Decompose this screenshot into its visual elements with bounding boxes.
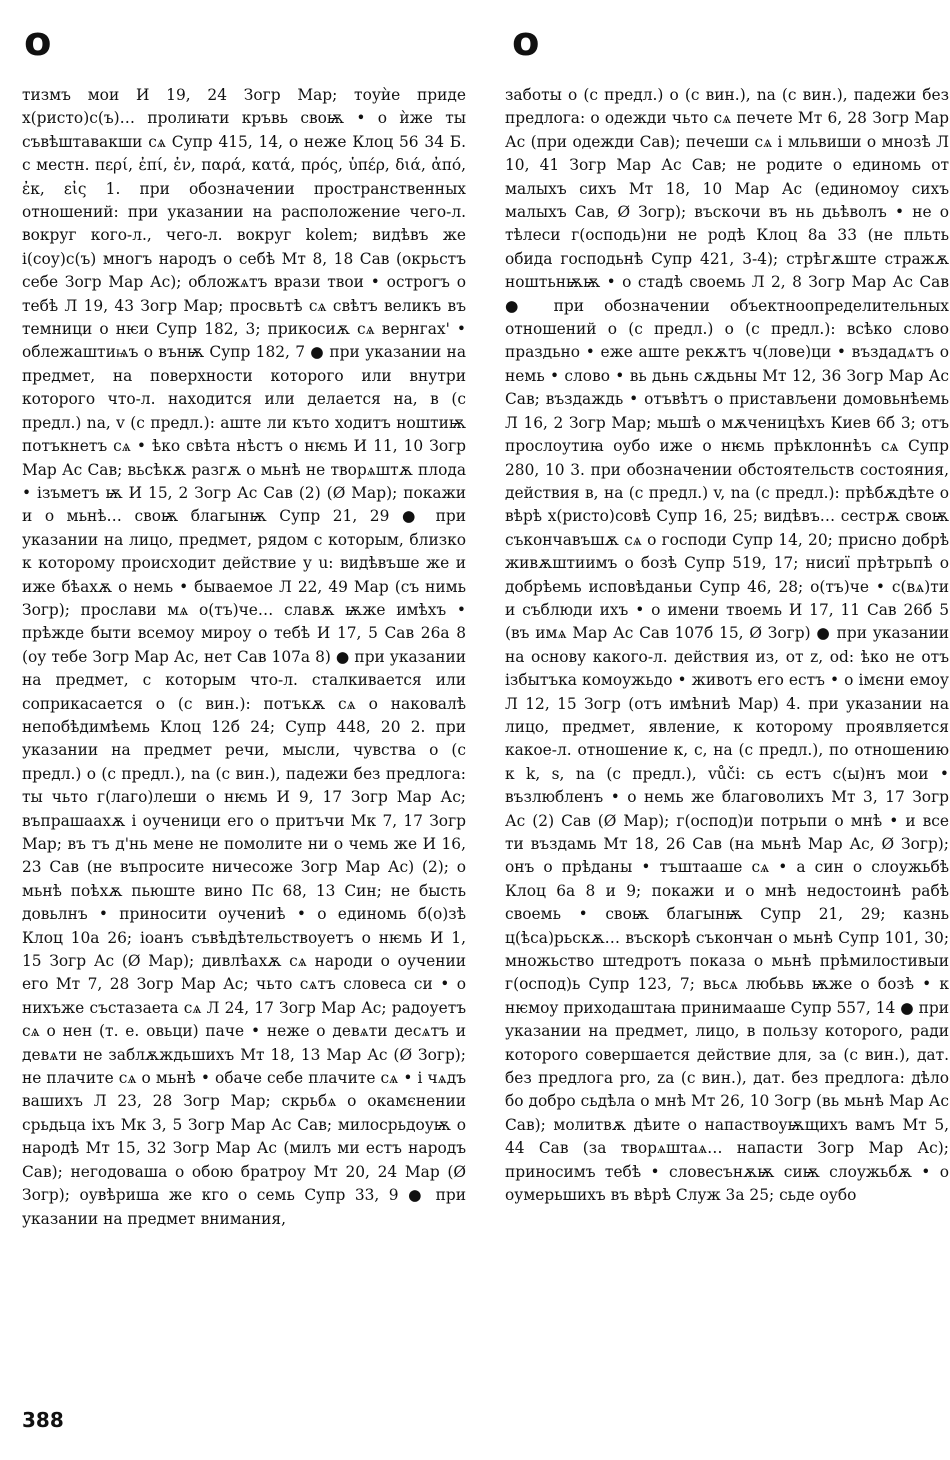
column-text-right: заботы о (с предл.) о (с вин.), na (с вин.), падежи без предлога: о одежди чьто сѧ печете Мт 6, 28 Зогр Мар Ас (при одежди Сав); печеши сѧ і мльвиши о мнозѣ Л 10, 41 Зогр Мар Ас Сав; не родите о единомь от малыхъ сихъ Мт 18, 10 Мар Ас (единомоу сихъ малыхъ Сав, Ø Зогр); въскочи въ нь дьѣволъ • не о тѣлеси г(осподь)ни не родѣ Клоц 8а 33 (не пльть обида господьнѣ Супр 421, 3-4); стрѣгѫште стражѫ ноштьнѭѭ • о стадѣ своемь Л 2, 8 Зогр Мар Ас Сав ● при обозначении объектноопределительных отношений о (с предл.) о (с предл.): всѣко слово праздьно • еже аште рекѫтъ ч(лове)ци • въздадѧтъ о немь • слово • вь дьнь сѫдьны Мт 12, 36 Зогр Мар Ас Сав; въздаждь • отъвѣтъ о пристављени домовьнѣемь Л 16, 2 Зогр Мар; мьшѣ о мѫченицѣхъ Киев 6б 3; отъ прослоутиꙗ оубо иже о нѥмь прѣклоннѣъ сѧ Супр 280, 10 3. при обозначении обстоятельств состояния, действия в, на (с предл.) v, na (с предл.): прѣбѫдѣте о вѣрѣ х(ристо)совѣ Супр 16, 25; видѣвъ… сестрѫ своѭ съкончавъшѫ сѧ о господи Супр 14, 20; присно добрѣ живѫштиимъ о бозѣ Супр 519, 17; нисиї прѣтрьпѣ о добрѣемь исповѣданьи Супр 46, 28; о(тъ)че • с(вѧ)ти и съблюди ихъ • о имени твоемь И 17, 11 Сав 26б 5 (въ имѧ Мар Ас Сав 107б 15, Ø Зогр) ● при указании на основу какого-л. действия из, от z, od: ѣко не отъ ізбытъка комоужьдо • животъ его естъ • о імєни емоу Л 12, 15 Зогр (отъ имѣниѣ Мар) 4. при указании на лицо, предмет, явление, к которому проявляется какое-л. отношение к, с, на (с предл.), по отношению к k, s, na (с предл.), vůči: сь естъ с(ы)нъ мои • възлюбленъ • о немь же благоволихъ Мт 3, 17 Зогр Ас (2) Сав (Ø Мар); г(оспод)и потрьпи о мнѣ • и все ти въздамь Мт 18, 26 Сав (на мьнѣ Мар Ас, Ø Зогр); онъ о прѣданы • тъштааше сѧ • а син о слоужьбѣ Клоц 6а 8 и 9; покажи и о мнѣ недостоинѣ рабѣ своемь • своѭ благынѭ Супр 21, 29; казнь ц(ѣса)рьскѫ… въскорѣ съкончан о мьнѣ Супр 101, 30; множьство штедротъ показа о мьнѣ прѣмилостивыи г(оспод)ь Супр 123, 7; вьсѧ любьвь ѭже о бозѣ • к нѥмоу приходаштаꙗ принимааше Супр 557, 14 ● при указании на предмет, лицо, в пользу которого, ради которого совершается действие для, за (с вин.), дат. без предлога pro, za (с вин.), дат. без предлога: дѣло бо добро сьдѣла о мнѣ Мт 26, 10 Зогр (вь мьнѣ Мар Ас Сав); молитвѫ дѣите о напаствоуѭщихъ вамъ Мт 5, 44 Сав (за творѧштаѧ… напасти Зогр Мар Ас); приносимъ тебѣ • словесънѫѭ сиѭ слоужьбѫ • о оумерьшихъ въ вѣрѣ Служ 3а 25; сьде оубо (505, 86, 949, 1205)
column-text-left: тизмъ мои И 19, 24 Зогр Мар; тоуѝе приде х(ристо)с(ъ)… пролиꙗти кръвь своѭ • о ѝже ты съвѣштавакши сѧ Супр 415, 14, о неже Клоц 56 34 Б. с местн. περί, ἐπί, ἐν, παρά, κατά, πρός, ὑπέρ, διά, ἀπό, ἐκ, εἰς 1. при обозначении пространственных отношений: при указании на расположение чего-л. вокруг кого-л., чего-л. вокруг kolem; видѣвъ же і(соу)с(ъ) многъ народъ о себѣ Мт 8, 18 Сав (окрьстъ себе Зогр Мар Ас); обложѧтъ врази твои • острогъ о тебѣ Л 19, 43 Зогр Мар; просвьтѣ сѧ свѣтъ великъ въ темници о нѥи Супр 182, 3; прикосиѫ сѧ вернгах' • облежаштиѩъ о вънѭ Супр 182, 7 ● при указании на предмет, на поверхности которого или внутри которого что-л. находится или делается на, в (с предл.) na, v (с предл.): аште ли къто ходитъ ноштиѭ потъкнетъ сѧ • ѣко свѣта нѣстъ о нѥмь И 11, 10 Зогр Мар Ас Сав; вьсѣкѫ разгѫ о мьнѣ не творѧштѫ плода • ізъметъ ѭ И 15, 2 Зогр Ас Сав (2) (Ø Мар); покажи и о мьнѣ… своѭ благынѭ Супр 21, 29 ● при указании на лицо, предмет, рядом с которым, близко к которому происходит действие у u: видѣвъше же и иже бѣахѫ о немь • бываемое Л 22, 49 Мар (съ нимь Зогр); прослави мѧ о(тъ)че… славѫ ѭже имѣхъ • прѣжде быти всемоу мироу о тебѣ И 17, 5 Сав 26а 8 (оу тебе Зогр Мар Ас, нет Сав 107а 8) ● при указании на предмет, с которым что-л. сталкивается или соприкасается о (с вин.): потъкѫ сѧ о наковалѣ непобѣдимѣемь Клоц 12б 24; Супр 448, 20 2. при указании на предмет речи, мысли, чувства о (с предл.) о (с предл.), na (с вин.), падежи без предлога: ты чьто г(лаго)леши о нѥмь И 9, 17 Зогр Мар Ас; въпрашаахѫ і оученици его о притъчи Мк 7, 17 Зогр Мар; въ тъ д'нь мене не помолите ни о чемь же И 16, 23 Сав (не въпросите ничесоже Зогр Мар Ас) (2); о мьнѣ поѣхѫ пьюште вино Пс 68, 13 Син; не бысть довьлнъ • приносити оучениѣ • о единомь б(о)зѣ Клоц 10а 26; іоанъ съвѣдѣтельствоуетъ о нѥмь И 1, 15 Зогр Ас (Ø Мар); дивлѣахѫ сѧ народи о оучении его Мт 7, 28 Зогр Мар Ас; чьто сѧтъ словеса си • о нихъже състазаета сѧ Л 24, 17 Зогр Мар Ас; радоуетъ сѧ о нен (т. е. овьци) паче • неже о девѧти десѧтъ и девѧти не заблѫждьшихъ Мт 18, 13 Мар Ас (Ø Зогр); не плачите сѧ о мьнѣ • обаче себе плачите сѧ • і чѧдъ вашихъ Л 23, 28 Зогр Мар; скрьбѧ о окамєнении срьдьца іхъ Мк 3, 5 Зогр Мар Ас Сав; милосрьдоуѭ о народѣ Мт 15, 32 Зогр Мар Ас (милъ ми естъ народъ Сав); негодоваша о обою братроу Мт 20, 24 Мар (Ø Зогр); оувѣриша же кго о семь Супр 33, 9 ● при указании на предмет внимания, (22, 86, 466, 1228)
header-letter-left: о (24, 19, 52, 65)
header-letter-right: о (512, 19, 540, 65)
dictionary-column-right (505, 84, 949, 1208)
dictionary-column-left (22, 84, 466, 1231)
page-number: 388 (22, 1408, 64, 1432)
